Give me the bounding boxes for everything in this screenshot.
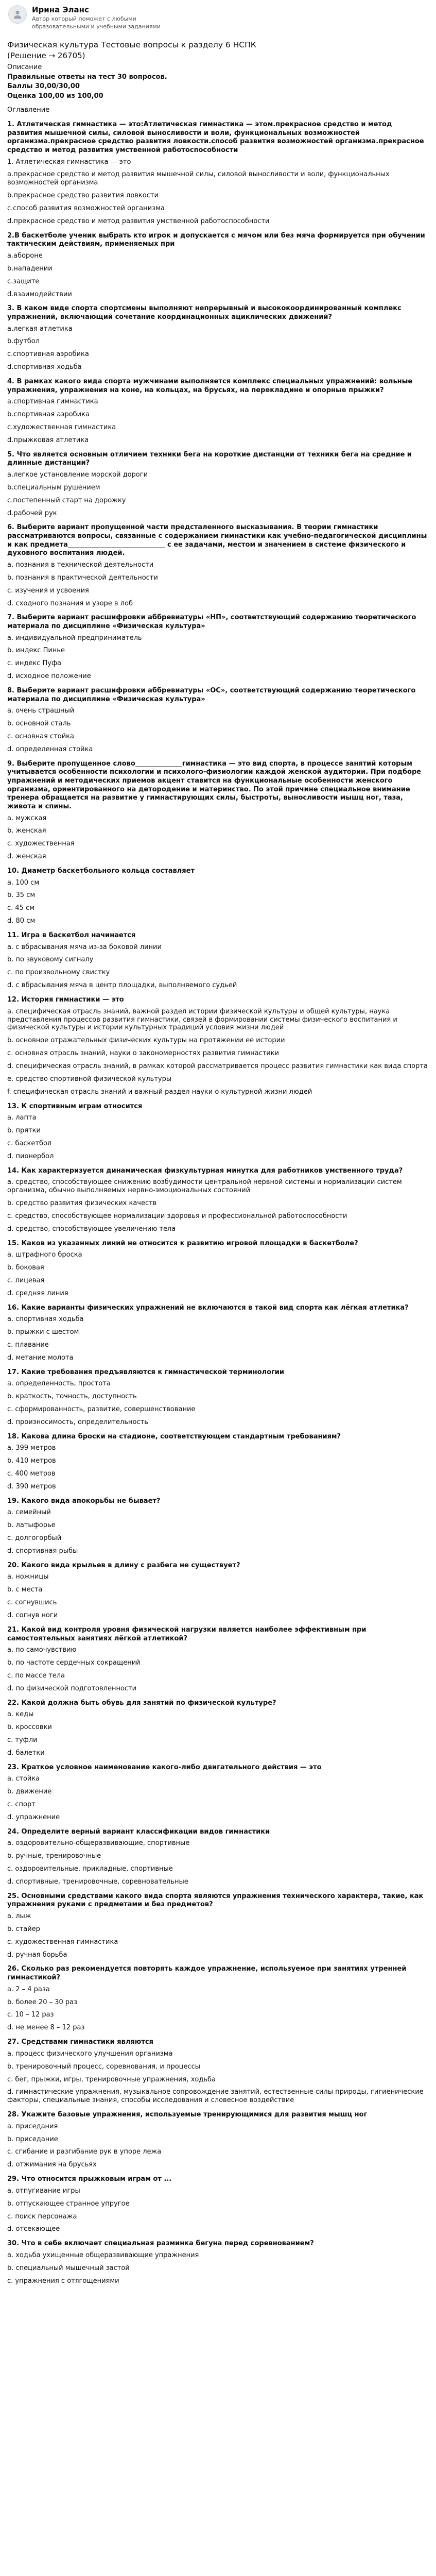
answer-option: c. по массе тела bbox=[7, 1671, 65, 1680]
answer-option: e. средство спортивной физической культуры bbox=[7, 1075, 172, 1083]
answer-options bbox=[7, 1775, 429, 1821]
question-title: 16. Какие варианты физических упражнений не включаются в такой вид спорта как лёгкая атлетика? bbox=[7, 1303, 409, 1312]
question-item bbox=[7, 1828, 429, 1886]
answer-option: а. отпугивание игры bbox=[7, 2187, 80, 2195]
answer-option: c. художественная bbox=[7, 840, 75, 848]
answer-option: b. стайер bbox=[7, 1925, 40, 1933]
page-subtitle: (Решение → 26705) bbox=[7, 51, 85, 61]
question-title: 7. Выберите вариант расшифровки аббревиатуры «НП», соответствующий содержанию теоретического материала по дисциплине «Физическая культура» bbox=[7, 614, 416, 630]
answer-option: а. лапта bbox=[7, 1114, 37, 1122]
answer-option: b. 410 метров bbox=[7, 1457, 56, 1465]
answer-option: c.художественная гимнастика bbox=[7, 423, 116, 432]
answer-option: c. художественная гимнастика bbox=[7, 1938, 118, 1946]
question-title: 22. Какой должна быть обувь для занятий по физической культуре? bbox=[7, 1699, 276, 1707]
answer-option: d.прыжковая атлетика bbox=[7, 436, 89, 444]
question-title: 30. Что в себе включает специальная разминка бегуна перед соревнованием? bbox=[7, 2240, 314, 2248]
question-title: 5. Что является основным отличием техники бега на короткие дистанции от техники бега на средние и длинные дистанции? bbox=[7, 450, 412, 467]
question-item bbox=[7, 2240, 429, 2285]
answer-option: c. средство, способствующее нормализации здоровья и профессиональной работоспособности bbox=[7, 1212, 347, 1220]
question-item bbox=[7, 232, 429, 299]
question-item bbox=[7, 1562, 429, 1620]
answer-option: d. упражнение bbox=[7, 1813, 60, 1821]
answer-option: а. стойка bbox=[7, 1775, 40, 1783]
answer-option: d.спортивная ходьба bbox=[7, 363, 82, 371]
answer-options bbox=[7, 398, 429, 444]
question-title: 15. Каков из указанных линий не относится к развитию игровой площадки в баскетболе? bbox=[7, 1239, 358, 1247]
answer-option: c. основная отрасль знаний, науки о закономерностях развития гимнастики bbox=[7, 1049, 280, 1058]
answer-option: а. приседания bbox=[7, 2122, 58, 2130]
answer-option: c. упражнения с отягощениями bbox=[7, 2277, 119, 2285]
question-title: 11. Игра в баскетбол начинается bbox=[7, 931, 136, 939]
answer-option: b. по частоте сердечных сокращений bbox=[7, 1659, 141, 1667]
answer-option: d.прекрасное средство и метод развития умственной работоспособности bbox=[7, 217, 270, 225]
question-item bbox=[7, 1497, 429, 1555]
answer-option: а. семейный bbox=[7, 1509, 51, 1517]
answer-option: а. лыж bbox=[7, 1912, 31, 1921]
answer-option: а. спортивная ходьба bbox=[7, 1315, 84, 1324]
answer-option: d. отсекающее bbox=[7, 2225, 60, 2233]
answer-option: d. сходного познания и узоре в лоб bbox=[7, 599, 133, 607]
answer-options bbox=[7, 561, 429, 607]
answer-options bbox=[7, 943, 429, 990]
question-item bbox=[7, 2111, 429, 2169]
answer-option: а. познания в технической деятельности bbox=[7, 561, 154, 569]
answer-option: c. сгибание и разгибание рук в упоре лежа bbox=[7, 2148, 162, 2156]
question-item bbox=[7, 996, 429, 1096]
author-bio: Автор который поможет с любыми образовательными и учебными заданиями bbox=[32, 15, 161, 30]
answer-option: c. туфли bbox=[7, 1736, 38, 1744]
answer-option: c. лицевая bbox=[7, 1276, 45, 1284]
answer-option: d. женская bbox=[7, 853, 46, 861]
question-item bbox=[7, 1626, 429, 1693]
answer-option: d. ручная борьба bbox=[7, 1951, 67, 1959]
answer-option: d.рабочей рук bbox=[7, 509, 57, 517]
question-title: 18. Какова длина броски на стадионе, соответствующем стандартным требованиям? bbox=[7, 1432, 341, 1440]
answer-option: а. процесс физического улучшения организма bbox=[7, 2049, 173, 2058]
answer-option: c.защите bbox=[7, 277, 40, 285]
answer-option: f. специфическая отрасль знаний и важный раздел науки о культурной жизни людей bbox=[7, 1088, 312, 1096]
correct-answers-note: Правильные ответы на тест 30 вопросов. bbox=[7, 73, 167, 81]
answer-option: b. приседание bbox=[7, 2135, 58, 2143]
answer-option: а.легкое установление морской дороги bbox=[7, 471, 148, 479]
answer-option: b. прятки bbox=[7, 1127, 41, 1135]
answer-option: d. гимнастические упражнения, музыкальное сопровождение занятий, естественные силы природы, гигиенические факторы, специальные знания, способы исследования и словесное воздействие bbox=[7, 2088, 424, 2105]
question-item bbox=[7, 1965, 429, 2032]
question-title: 20. Какого вида крыльев в длину с разбега не существует? bbox=[7, 1561, 240, 1569]
answer-option: b. средство развития физических качеств bbox=[7, 1199, 157, 1207]
answer-option: d. 80 см bbox=[7, 917, 36, 925]
answer-option: а. 399 метров bbox=[7, 1444, 56, 1452]
answer-option: b. движение bbox=[7, 1788, 52, 1796]
question-item bbox=[7, 1167, 429, 1233]
answer-option: 1. Атлетическая гимнастика — это bbox=[7, 158, 131, 166]
question-title: 9. Выберите пропущенное слово______________гимнастика — это вид спорта, в процессе занятий которым учитывается особенности психологии и психолого-физиологии каждой женской аудитории. При подборе упражнений и методических приемов акцент ставится на функциональные особенности женского организма, ориентированного на детородение и материнство. По этой причине специальное внимание тренера обращается на развитие у гимнастирующих силы, быстроты, выносливости мышц ног, таза, живота и спины. bbox=[7, 759, 422, 810]
question-title: 28. Укажите базовые упражнения, используемые тренирующимися для развития мышц ног bbox=[7, 2111, 368, 2119]
description-label: Описание bbox=[7, 63, 42, 72]
question-title: 19. Какого вида апокорьбы не бывает? bbox=[7, 1497, 161, 1505]
answer-option: а. оздоровительно-общеразвивающие, спортивные bbox=[7, 1839, 190, 1848]
answer-options bbox=[7, 1509, 429, 1555]
question-title: 4. В рамках какого вида спорта мужчинами выполняется комплекс специальных упражнений: вольные упражнения, упражнения на коне, на кольцах, на брусьях, на перекладине и опорные прыжки? bbox=[7, 378, 413, 394]
answer-options bbox=[7, 1380, 429, 1426]
answer-option: c. сформированность, развитие, совершенствование bbox=[7, 1405, 196, 1414]
answer-option: c. спорт bbox=[7, 1801, 36, 1809]
answer-option: d. средняя линия bbox=[7, 1289, 68, 1297]
answer-options bbox=[7, 2251, 429, 2285]
answer-options bbox=[7, 1573, 429, 1619]
answer-option: b.футбол bbox=[7, 337, 40, 346]
answer-option: а. с вбрасывания мяча из-за боковой линии bbox=[7, 943, 162, 951]
answer-option: c. согнувшись bbox=[7, 1599, 57, 1607]
question-title: 17. Какие требования предъявляются к гимнастической терминологии bbox=[7, 1368, 285, 1376]
question-item bbox=[7, 1304, 429, 1362]
answer-option: c. оздоровительные, прикладные, спортивные bbox=[7, 1865, 173, 1873]
answer-option: а. мужская bbox=[7, 814, 47, 822]
answer-option: d. согнув ноги bbox=[7, 1612, 58, 1620]
question-title: 24. Определите верный вариант классификации видов гимнастики bbox=[7, 1827, 270, 1836]
answer-options bbox=[7, 634, 429, 681]
answer-option: d. по физической подготовленности bbox=[7, 1684, 137, 1692]
answer-option: а. средство, способствующее снижению возбудимости центральной нервной системы и нормализации систем организма, обычно выполняемых нервно-эмоциональных состояний bbox=[7, 1178, 402, 1195]
answer-option: d. спортивные, тренировочные, соревновательные bbox=[7, 1877, 188, 1886]
answer-option: b. основное отражательных физических культуры на протяжении ее истории bbox=[7, 1037, 285, 1045]
answer-option: b. с места bbox=[7, 1586, 43, 1594]
answer-option: b.специальным рушением bbox=[7, 483, 100, 492]
question-item bbox=[7, 121, 429, 226]
points-text: Баллы 30,00/30,00 bbox=[7, 82, 80, 91]
answer-option: c. изучения и усвоения bbox=[7, 586, 89, 595]
answer-options bbox=[7, 1912, 429, 1959]
answer-option: c. 10 – 12 раз bbox=[7, 2011, 54, 2019]
answer-option: d. 390 метров bbox=[7, 1482, 56, 1490]
answer-option: b.нападении bbox=[7, 264, 53, 273]
answer-option: b. краткость, точность, доступность bbox=[7, 1393, 137, 1401]
question-title: 21. Какой вид контроля уровня физической нагрузки является наиболее эффективным при самостоятельных занятиях лёгкой атлетикой? bbox=[7, 1625, 367, 1642]
answer-option: а. по самочувствию bbox=[7, 1646, 77, 1654]
answer-option: d. отжимания на брусьях bbox=[7, 2161, 97, 2169]
answer-options bbox=[7, 707, 429, 753]
answer-option: b. ручные, тренировочные bbox=[7, 1852, 101, 1860]
answer-options bbox=[7, 1710, 429, 1757]
question-item bbox=[7, 2038, 429, 2105]
answer-options bbox=[7, 1315, 429, 1362]
answer-options bbox=[7, 1839, 429, 1886]
question-item bbox=[7, 1892, 429, 1959]
answer-option: b. тренировочный процесс, соревнования, и процессы bbox=[7, 2062, 201, 2071]
answer-option: c.постепенный старт на дорожку bbox=[7, 496, 126, 504]
answer-option: b. прыжки с шестом bbox=[7, 1328, 79, 1336]
answer-option: b. основной сталь bbox=[7, 720, 71, 728]
author-name[interactable]: Ирина Эланс bbox=[32, 5, 89, 14]
answer-option: d. исходное положение bbox=[7, 672, 91, 681]
question-item bbox=[7, 614, 429, 681]
answer-option: d. произносимость, определительность bbox=[7, 1418, 148, 1426]
question-title: 26. Сколько раз рекомендуется повторять каждое упражнение, используемое при занятиях утренней гимнастикой? bbox=[7, 1965, 407, 1982]
answer-options bbox=[7, 2123, 429, 2169]
answer-option: d. специфическая отрасль знаний, в рамках которой рассматривается процесс развития гимнастики как вида спорта bbox=[7, 1062, 428, 1070]
toc-label: Оглавление bbox=[7, 106, 50, 114]
question-item bbox=[7, 760, 429, 861]
answer-options bbox=[7, 471, 429, 517]
question-item bbox=[7, 304, 429, 371]
question-title: 8. Выберите вариант расшифровки аббревиатуры «ОС», соответствующий содержанию теоретического материала по дисциплине «Физическая культура» bbox=[7, 687, 416, 703]
answer-options bbox=[7, 252, 429, 298]
answer-option: а. специфическая отрасль знаний, важной раздел истории физической культуры и общей культуры, наука представления процессов развития гимнастики, связей в формировании системы физического воспитания и физической культуры и истории культурных традиций условия жизни людей bbox=[7, 1007, 397, 1032]
answer-option: c. индекс Пуфа bbox=[7, 659, 62, 668]
answer-options bbox=[7, 1178, 429, 1233]
answer-option: d. пионербол bbox=[7, 1152, 54, 1160]
question-item bbox=[7, 1103, 429, 1161]
answer-option: b.прекрасное средство развития ловкости bbox=[7, 192, 159, 200]
answer-option: а. штрафного броска bbox=[7, 1251, 82, 1259]
answer-option: b. кроссовки bbox=[7, 1723, 52, 1732]
answer-option: d. не менее 8 – 12 раз bbox=[7, 2024, 85, 2032]
question-title: 3. В каком виде спорта спортсмены выполняют непрерывный и высококоординированный комплекс упражнений, включающий сочетание координационных ациклических движений? bbox=[7, 304, 402, 321]
answer-option: c. 45 см bbox=[7, 904, 35, 912]
answer-options bbox=[7, 2050, 429, 2105]
answer-options bbox=[7, 815, 429, 861]
grade-text: Оценка 100,00 из 100,00 bbox=[7, 92, 103, 100]
answer-option: а. ходьба ухищенные общеразвивающие упражнения bbox=[7, 2251, 199, 2259]
answer-options bbox=[7, 158, 429, 226]
answer-option: а.аборонe bbox=[7, 251, 43, 260]
answer-option: b. латыфорье bbox=[7, 1521, 56, 1530]
answer-options bbox=[7, 1008, 429, 1096]
answer-option: d. определенная стойка bbox=[7, 745, 93, 753]
answer-options bbox=[7, 1251, 429, 1297]
answer-option: c.спортивная аэробика bbox=[7, 350, 89, 359]
question-item bbox=[7, 931, 429, 990]
answer-option: c. плавание bbox=[7, 1341, 49, 1349]
author-block bbox=[8, 5, 429, 31]
user-icon bbox=[12, 9, 23, 20]
answer-option: c. поиск персонажа bbox=[7, 2212, 77, 2221]
answer-option: b.спортивная аэробика bbox=[7, 411, 90, 419]
answer-option: c. баскетбол bbox=[7, 1139, 52, 1147]
question-title: 2.В баскетболе ученик выбрать кто игрок и допускается с мячом или без мяча формируется при обучении тактическим действиям, применяемых при bbox=[7, 231, 425, 248]
answer-option: а.спортивная гимнастика bbox=[7, 398, 98, 406]
answer-option: d. средство, способствующее увеличению тела bbox=[7, 1225, 176, 1233]
answer-option: d. метание молота bbox=[7, 1353, 74, 1362]
answer-option: b. по звуковому сигналу bbox=[7, 956, 94, 964]
question-title: 27. Средствами гимнастики являются bbox=[7, 2038, 153, 2046]
answer-options bbox=[7, 879, 429, 925]
answer-option: а. 2 – 4 раза bbox=[7, 1985, 50, 1993]
answer-option: b. индекс Пинье bbox=[7, 647, 65, 655]
answer-option: c. основная стойка bbox=[7, 733, 74, 741]
answer-option: а. ножницы bbox=[7, 1573, 49, 1581]
answer-option: b. женская bbox=[7, 827, 46, 835]
answer-options bbox=[7, 1444, 429, 1490]
answer-option: а. индивидуальной предприниматель bbox=[7, 634, 142, 642]
answer-option: а. очень страшный bbox=[7, 707, 75, 715]
questions-list bbox=[7, 121, 429, 2285]
question-title: 6. Выберите вариант пропущенной части предсталенного высказывания. В теории гимнастики рассматриваются вопросы, связанные с содержанием гимнастики как учебно-педагогической дисциплины и как предмета_____________________________ с ее задачами, местом и значением в системе физического и духовного воспитания людей. bbox=[7, 523, 427, 557]
avatar[interactable] bbox=[8, 5, 27, 24]
answer-option: а.прекрасное средство и метод развития мышечной силы, силовой выносливости и воли, функциональных возможностей организма bbox=[7, 171, 390, 187]
question-item bbox=[7, 687, 429, 754]
answer-options bbox=[7, 1646, 429, 1692]
question-title: 13. К спортивным играм относится bbox=[7, 1102, 143, 1110]
question-item bbox=[7, 378, 429, 445]
answer-option: а.легкая атлетика bbox=[7, 325, 73, 333]
answer-option: а. определенность, простота bbox=[7, 1380, 111, 1388]
answer-option: c.способ развития возможностей организма bbox=[7, 204, 165, 212]
question-title: 1. Атлетическая гимнастика — это:Атлетическая гимнастика — этом.прекрасное средство и метод развития мышечной силы, силовой выносливости и воли, функциональных возможностей организма.прекрасное средство развития ловкости.способ развития возможностей организма.прекрасное средство и метод развития умственной работоспособности bbox=[7, 121, 424, 154]
page-title: Физическая культура Тестовые вопросы к разделу 6 НСПК bbox=[7, 40, 256, 49]
answer-option: b. боковая bbox=[7, 1264, 44, 1272]
answer-option: d. балетки bbox=[7, 1749, 45, 1757]
question-item bbox=[7, 2175, 429, 2233]
answer-option: b. 35 см bbox=[7, 891, 36, 900]
answer-option: b. познания в практической деятельности bbox=[7, 573, 158, 582]
question-title: 25. Основными средствами какого вида спорта являются упражнения технического характера, такие, как упражнения руками с предметами и без предметов? bbox=[7, 1892, 424, 1909]
answer-option: а. 100 см bbox=[7, 878, 40, 887]
answer-option: c. бег, прыжки, игры, тренировочные упражнения, ходьба bbox=[7, 2075, 216, 2083]
question-item bbox=[7, 1368, 429, 1427]
answer-options bbox=[7, 2187, 429, 2233]
question-title: 23. Краткое условное наименование какого-либо двигательного действия — это bbox=[7, 1763, 322, 1771]
answer-option: b. более 20 – 30 раз bbox=[7, 1998, 78, 2006]
answer-option: d. с вбрасывания мяча в центр площадки, выполняемого судьей bbox=[7, 981, 237, 990]
question-title: 12. История гимнастики — это bbox=[7, 996, 124, 1004]
answer-option: c. долгогорбый bbox=[7, 1534, 62, 1543]
answer-option: d. спортивная рыбы bbox=[7, 1547, 78, 1555]
question-item bbox=[7, 1433, 429, 1491]
answer-options bbox=[7, 1114, 429, 1160]
question-item bbox=[7, 523, 429, 607]
answer-option: b. специальный мышечный застой bbox=[7, 2264, 130, 2272]
question-title: 10. Диаметр баскетбольного кольца составляет bbox=[7, 867, 195, 875]
question-item bbox=[7, 451, 429, 518]
answer-option: d.взаимодействии bbox=[7, 290, 72, 298]
answer-options bbox=[7, 325, 429, 371]
answer-option: b. отпускающее странное упругое bbox=[7, 2199, 130, 2208]
question-item bbox=[7, 1699, 429, 1757]
question-title: 29. Что относится прыжковым играм от ... bbox=[7, 2175, 172, 2183]
question-item bbox=[7, 1240, 429, 1298]
question-item bbox=[7, 867, 429, 925]
answer-option: c. 400 метров bbox=[7, 1470, 56, 1478]
answer-option: c. по произвольному свистку bbox=[7, 969, 110, 977]
answer-options bbox=[7, 1986, 429, 2032]
question-title: 14. Как характеризуется динамическая физкультурная минутка для работников умственного труда? bbox=[7, 1166, 403, 1175]
question-item bbox=[7, 1764, 429, 1822]
answer-option: а. кеды bbox=[7, 1710, 34, 1719]
